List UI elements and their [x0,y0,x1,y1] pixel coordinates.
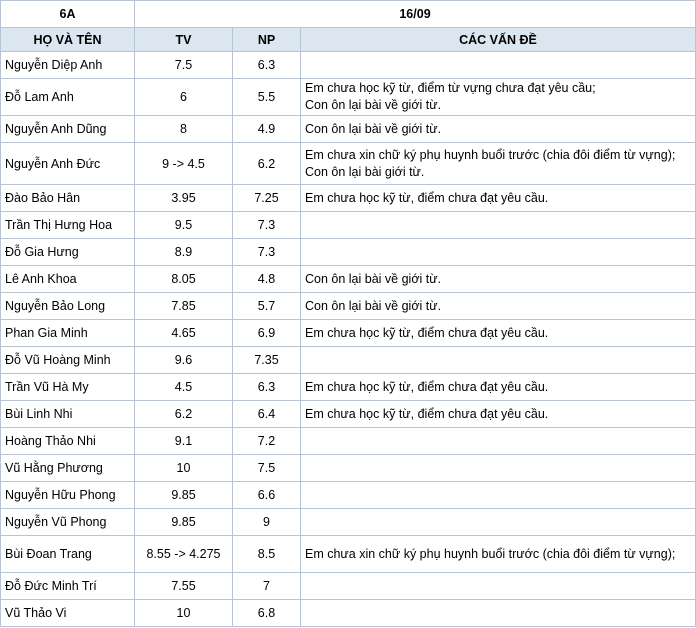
np-score-cell[interactable]: 7.2 [233,428,301,455]
tv-score-cell[interactable]: 8 [135,116,233,143]
student-name-cell[interactable]: Đỗ Vũ Hoàng Minh [1,347,135,374]
table-row [1,401,696,428]
tv-score-cell[interactable]: 6.2 [135,401,233,428]
tv-score-cell[interactable]: 8.55 -> 4.275 [135,536,233,573]
table-row [1,143,696,185]
np-score-cell[interactable]: 7.3 [233,212,301,239]
student-name-cell[interactable]: Lê Anh Khoa [1,266,135,293]
np-score-cell[interactable]: 4.8 [233,266,301,293]
table-row [1,455,696,482]
tv-score-cell[interactable]: 9.85 [135,482,233,509]
tv-score-cell[interactable]: 9.1 [135,428,233,455]
issues-cell[interactable]: Con ôn lại bài về giới từ. [301,116,696,143]
issues-cell[interactable]: Em chưa học kỹ từ, điểm chưa đạt yêu cầu. [301,401,696,428]
header-row-columns [1,28,696,52]
np-score-cell[interactable]: 5.5 [233,79,301,116]
student-name-cell[interactable]: Nguyễn Diệp Anh [1,52,135,79]
issues-cell[interactable] [301,482,696,509]
tv-score-cell[interactable]: 9.85 [135,509,233,536]
class-label-cell[interactable]: 6A [1,1,135,28]
np-score-cell[interactable]: 6.8 [233,600,301,627]
tv-score-cell[interactable]: 9.5 [135,212,233,239]
student-name-cell[interactable]: Nguyễn Bảo Long [1,293,135,320]
np-score-cell[interactable]: 6.9 [233,320,301,347]
table-row [1,536,696,573]
table-row [1,185,696,212]
student-name-cell[interactable]: Bùi Đoan Trang [1,536,135,573]
table-row [1,212,696,239]
issues-cell[interactable] [301,600,696,627]
student-name-cell[interactable]: Nguyễn Hữu Phong [1,482,135,509]
issues-cell[interactable]: Con ôn lại bài về giới từ. [301,266,696,293]
table-row [1,266,696,293]
np-score-cell[interactable]: 7 [233,573,301,600]
student-name-cell[interactable]: Trần Thị Hưng Hoa [1,212,135,239]
table-row [1,320,696,347]
header-row-top [1,1,696,28]
issues-cell[interactable]: Em chưa học kỹ từ, điểm chưa đạt yêu cầu. [301,320,696,347]
issues-cell[interactable] [301,212,696,239]
column-header-tv[interactable]: TV [135,28,233,52]
np-score-cell[interactable]: 7.5 [233,455,301,482]
table-row [1,116,696,143]
np-score-cell[interactable]: 4.9 [233,116,301,143]
student-name-cell[interactable]: Vũ Thảo Vi [1,600,135,627]
issues-cell[interactable]: Em chưa học kỹ từ, điểm từ vựng chưa đạt yêu cầu; Con ôn lại bài về giới từ. [301,79,696,116]
tv-score-cell[interactable]: 7.5 [135,52,233,79]
tv-score-cell[interactable]: 4.5 [135,374,233,401]
tv-score-cell[interactable]: 7.55 [135,573,233,600]
issues-cell[interactable]: Con ôn lại bài về giới từ. [301,293,696,320]
table-row [1,79,696,116]
tv-score-cell[interactable]: 8.9 [135,239,233,266]
np-score-cell[interactable]: 8.5 [233,536,301,573]
tv-score-cell[interactable]: 9.6 [135,347,233,374]
issues-cell[interactable] [301,347,696,374]
column-header-name[interactable]: HỌ VÀ TÊN [1,28,135,52]
np-score-cell[interactable]: 7.25 [233,185,301,212]
tv-score-cell[interactable]: 6 [135,79,233,116]
table-row [1,293,696,320]
issues-cell[interactable]: Em chưa xin chữ ký phụ huynh buổi trước (chia đôi điểm từ vựng); Con ôn lại bài giới từ. [301,143,696,185]
issues-cell[interactable] [301,573,696,600]
issues-cell[interactable] [301,509,696,536]
issues-cell[interactable]: Em chưa học kỹ từ, điểm chưa đạt yêu cầu. [301,374,696,401]
np-score-cell[interactable]: 6.3 [233,374,301,401]
np-score-cell[interactable]: 5.7 [233,293,301,320]
issues-cell[interactable] [301,428,696,455]
np-score-cell[interactable]: 7.3 [233,239,301,266]
table-row [1,600,696,627]
tv-score-cell[interactable]: 10 [135,455,233,482]
table-row [1,482,696,509]
student-name-cell[interactable]: Đỗ Đức Minh Trí [1,573,135,600]
table-row [1,347,696,374]
issues-cell[interactable] [301,239,696,266]
student-name-cell[interactable]: Nguyễn Anh Đức [1,143,135,185]
student-name-cell[interactable]: Trần Vũ Hà My [1,374,135,401]
issues-cell[interactable] [301,455,696,482]
student-name-cell[interactable]: Đỗ Gia Hưng [1,239,135,266]
tv-score-cell[interactable]: 9 -> 4.5 [135,143,233,185]
table-row [1,428,696,455]
student-name-cell[interactable]: Bùi Linh Nhi [1,401,135,428]
table-row [1,374,696,401]
student-name-cell[interactable]: Nguyễn Vũ Phong [1,509,135,536]
table-row [1,52,696,79]
np-score-cell[interactable]: 6.2 [233,143,301,185]
issues-cell[interactable]: Em chưa học kỹ từ, điểm chưa đạt yêu cầu. [301,185,696,212]
tv-score-cell[interactable]: 3.95 [135,185,233,212]
issues-cell[interactable]: Em chưa xin chữ ký phụ huynh buổi trước (chia đôi điểm từ vựng); [301,536,696,573]
np-score-cell[interactable]: 7.35 [233,347,301,374]
table-row [1,573,696,600]
column-header-np[interactable]: NP [233,28,301,52]
student-name-cell[interactable]: Vũ Hằng Phương [1,455,135,482]
table-row [1,239,696,266]
column-header-issues[interactable]: CÁC VẤN ĐỀ [301,28,696,52]
issues-cell[interactable] [301,52,696,79]
student-name-cell[interactable]: Đỗ Lam Anh [1,79,135,116]
student-name-cell[interactable]: Phan Gia Minh [1,320,135,347]
np-score-cell[interactable]: 9 [233,509,301,536]
tv-score-cell[interactable]: 8.05 [135,266,233,293]
tv-score-cell[interactable]: 7.85 [135,293,233,320]
student-name-cell[interactable]: Đào Bảo Hân [1,185,135,212]
student-name-cell[interactable]: Nguyễn Anh Dũng [1,116,135,143]
student-name-cell[interactable]: Hoàng Thảo Nhi [1,428,135,455]
tv-score-cell[interactable]: 4.65 [135,320,233,347]
np-score-cell[interactable]: 6.6 [233,482,301,509]
tv-score-cell[interactable]: 10 [135,600,233,627]
np-score-cell[interactable]: 6.4 [233,401,301,428]
table-row [1,509,696,536]
np-score-cell[interactable]: 6.3 [233,52,301,79]
date-label-cell[interactable]: 16/09 [135,1,696,28]
